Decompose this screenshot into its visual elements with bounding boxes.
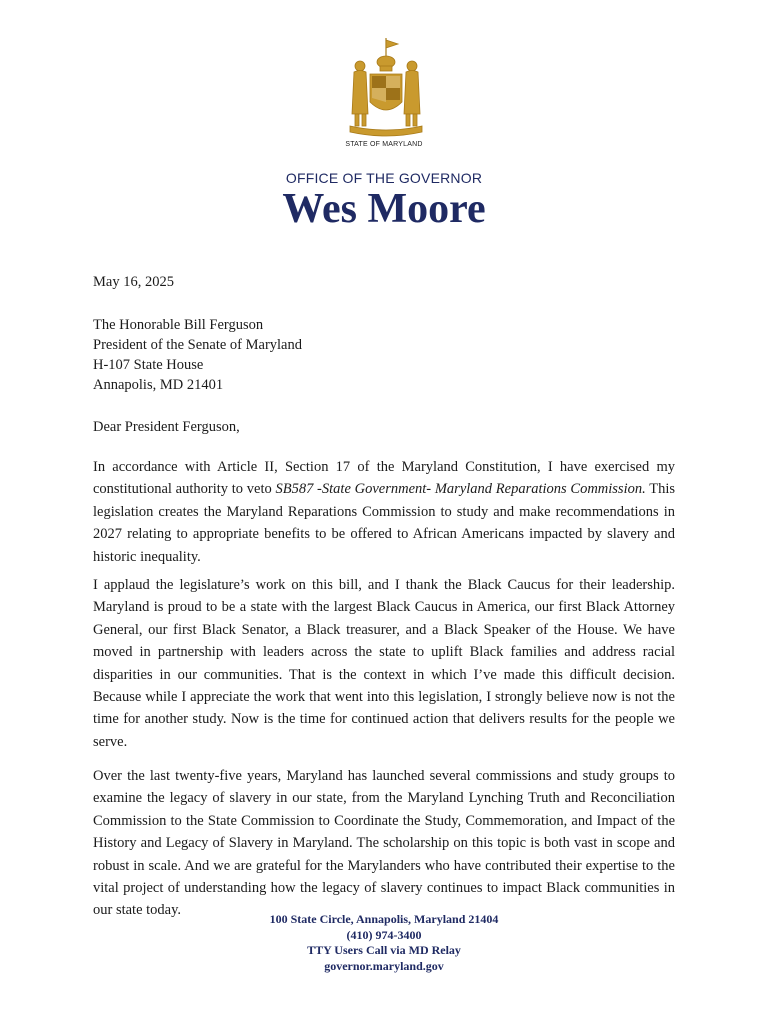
paragraph-veto-intro: In accordance with Article II, Section 17 of the Maryland Constitution, I have exercised my constitutional authority to veto	[93, 459, 675, 498]
bill-title: SB587 -State Government- Maryland Reparations Commission.	[275, 481, 646, 498]
footer-tty: TTY Users Call via MD Relay	[307, 943, 461, 957]
state-seal-icon	[342, 36, 430, 140]
paragraph-history: Over the last twenty-five years, Maryland has launched several commissions and study groups to examine the legacy of slavery in our state, from the Maryland Lynching Truth and Reconciliation Commission to the State Commission to Coordinate the Study, Commemoration, and Impact of the History and Legacy of Slavery in Maryland. The scholarship on this topic is both vast in scope and robust in scale. And we are grateful for the Marylanders who have contributed their expertise to the vital project of understanding how the legacy of slavery continues to impact Black communities in our state today.	[93, 768, 675, 919]
seal-caption: STATE OF MARYLAND	[345, 141, 423, 148]
governor-name: Wes Moore	[282, 186, 486, 232]
paragraph-veto-rest: This legislation creates the Maryland Reparations Commission to study and make recommendations in 2027 relating to appropriate benefits to be offered to African Americans impacted by slavery and historic inequality.	[93, 481, 675, 565]
letter-date: May 16, 2025	[93, 274, 174, 290]
recipient-name: The Honorable Bill Ferguson	[93, 317, 264, 333]
footer-address: 100 State Circle, Annapolis, Maryland 21404	[269, 912, 499, 926]
office-title: OFFICE OF THE GOVERNOR	[285, 170, 483, 186]
letter-footer	[0, 912, 768, 974]
paragraph-applause: I applaud the legislature’s work on this bill, and I thank the Black Caucus for their leadership. Maryland is proud to be a state with the largest Black Caucus in America, our first Black Attorney General, our first Black Senator, a Black treasurer, and a Black Speaker of the House. We have moved in partnership with leaders across the state to uplift Black families and address racial disparities in our communities. That is the context in which I’ve made this difficult decision. Because while I appreciate the work that went into this legislation, I strongly believe now is not the time for another study. Now is the time for continued action that delivers results for the people we serve.	[93, 577, 675, 750]
footer-phone: (410) 974-3400	[346, 927, 422, 942]
salutation: Dear President Ferguson,	[93, 419, 240, 435]
recipient-title: President of the Senate of Maryland	[93, 337, 302, 353]
paragraph-veto	[93, 456, 675, 568]
recipient-address: H-107 State House	[93, 357, 204, 373]
recipient-city: Annapolis, MD 21401	[93, 377, 224, 393]
footer-website-link[interactable]: governor.maryland.gov	[324, 958, 444, 973]
